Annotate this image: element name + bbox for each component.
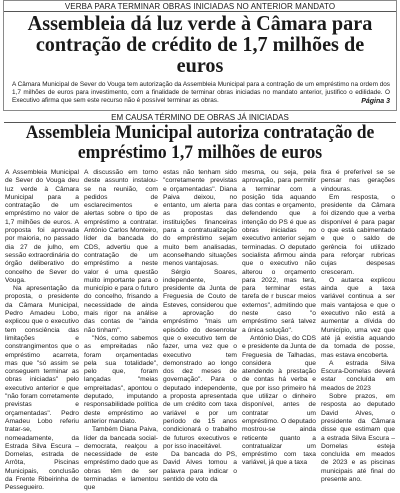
paragraph: Em resposta, o presidente da Câmara foi dizendo que a verba disponível é para pagar o que está cabimentado e que o saldo de gerência foi utilizado para reforçar rubricas cujas despesas cresceram. (321, 193, 395, 276)
paragraph: Sobre prazos, em resposta ao deputado David Alves, o presidente da Câmara disse que estimam que a estrada Silva Escura – Dornelas esteja concluída em meados de 2023 e as piscinas municipais até final do presente ano. (321, 393, 395, 483)
paragraph: Na apresentação da proposta, o presidente da Câmara Municipal, Pedro Amadeu Lobo, explicou que o executivo tem consciência das limitações e constrangimentos que o empréstimo acarreta, mas que "só assim se conseguem terminar as obras iniciadas" pelo executivo anterior e que "não foram corretamente previstas e orçamentadas". Pedro Amadeu Lobo referiu tratar-se, nomeadamente, da Estrada Silva Escura – Dornelas, estrada de Arrôta, Piscinas Municipais, conclusão da Frente Ribeirinha de Pessegueiro. (5, 285, 79, 492)
article-body (5, 169, 395, 492)
top-story (3, 0, 397, 111)
article-column-4 (242, 169, 316, 468)
main-story-kicker: EM CAUSA TÉRMINO DE OBRAS JÁ INICIADAS (4, 113, 396, 123)
page-reference[interactable]: Página 3 (361, 98, 390, 105)
main-story-headline: Assembleia Municipal autoriza contratação de empréstimo 1,7 milhões de euros (25, 123, 375, 163)
paragraph: estas não tenham sido "corretamente previstas e orçamentadas". Diana Paiva deixou, no entanto, um alerta para as propostas das instituições financeiras para a contratualização do empréstimo sejam muito bem analisadas, aconselhando situações menos vantajosas. (163, 169, 237, 268)
paragraph: Também Diana Paiva, líder da bancada social-democrata, realçou a necessidade de este empréstimo dado que as obras têm de ser terminadas e lamentou que (84, 426, 158, 492)
article-column-3 (163, 169, 237, 483)
paragraph: O autarca explicou ainda que a taxa variável continua a ser mais vantajosa e que o executivo não está a aumentar a dívida do Município, uma vez que até já existia aquando da tomada de posse, mas estava encoberta. (321, 276, 395, 359)
paragraph: A estrada Silva Escura-Dornelas deverá estar concluída em meados de 2023 (321, 359, 395, 392)
paragraph: mesma, ou seja, pela aprovação, para permitir a terminar com a posição tida aquando das contas e orçamento, defendendo que a intenção do PS é que as obras iniciadas no executivo anterior sejam terminadas. O deputado socialista afirmou ainda que o executivo não alterou o orçamento para 2022, mas terá, para terminar estas tarefa de r buscar meios externos", admitindo que neste caso "o empréstimo será talvez a única solução". (242, 169, 316, 334)
paragraph: António Dias, do CDS e presidente da Junta de Freguesia de Talhadas, considera que atendendo à prestação de contas há verba e que por isso primeiro há que utilizar o dinheiro disponível, antes de contratar um empréstimo. O deputado mostrou-se ainda reticente quanto a contratualizar um empréstimo com taxa variável, já que a taxa (242, 334, 316, 467)
paragraph: Sérgio Soares, independente, presidente da Junta de Freguesia de Couto de Esteves, considerou que a aprovação do empréstimo "mais um episódio do desenrolar que o executivo tem de fazer, uma vez que o executivo tem demonstrado ao longo dos dez meses de governação". Para o deputado independente, a proposta apresentada de um crédito com taxa variável e por um período de 15 anos condicionará o trabalho de futuros executivos e por isso inaceitável. (163, 268, 237, 450)
paragraph: A Assembleia Municipal de Sever do Vouga deu luz verde à Câmara Municipal para a contratação de um empréstimo no valor de 1,7 milhões de euros. A proposta foi aprovada por maioria, no passado dia 27 de julho, em sessão extraordinária do órgão deliberativo do concelho de Sever do Vouga. (5, 169, 79, 284)
paragraph: fixa é preferível se se pensar nas gerações vindouras. (321, 169, 395, 193)
article-column-5 (321, 169, 395, 483)
top-story-headline: Assembleia dá luz verde à Câmara para contração de crédito de 1,7 milhões de euros (27, 11, 373, 77)
top-story-summary: A Câmara Municipal de Sever do Vouga tem autorização da Assembleia Municipal para a contração de um empréstimo na ordem dos 1,7 milhões de euros para investimento, com a finalidade de terminar obras iniciadas no mandato anterior, justifico o edilidade. O Executivo afirma que sem este recurso não é possível terminar as obras. (12, 81, 390, 104)
paragraph: Da bancada do PS, David Alves tomou a palavra para indicar o sentido de voto da (163, 451, 237, 483)
article-column-2 (84, 169, 158, 492)
top-story-kicker: VERBA PARA TERMINAR OBRAS INICIADAS NO ANTERIOR MANDATO (4, 1, 396, 12)
article-column-1 (5, 169, 79, 492)
paragraph: "Nós, como sabemos as empreitadas não foram orçamentadas pela sua totalidade", pelo que, foram lançadas "meias empreitadas", apontou o deputado, imputando responsabilidade política deste empréstimo ao anterior mandato. (84, 334, 158, 425)
paragraph: A discussão em torno deste assunto instalou-se na reunião, com pedidos de esclarecimentos e alertas sobre o tipo de empréstimo a contratar. António Carlos Monteiro, líder da bancada do CDS, advertiu que a contratação de um empréstimo a neste valor é uma questão muito importante para o município e para o futuro do concelho, frisando a necessidade de ainda mais rigor na análise das contas de "ainda não tinham". (84, 169, 158, 334)
